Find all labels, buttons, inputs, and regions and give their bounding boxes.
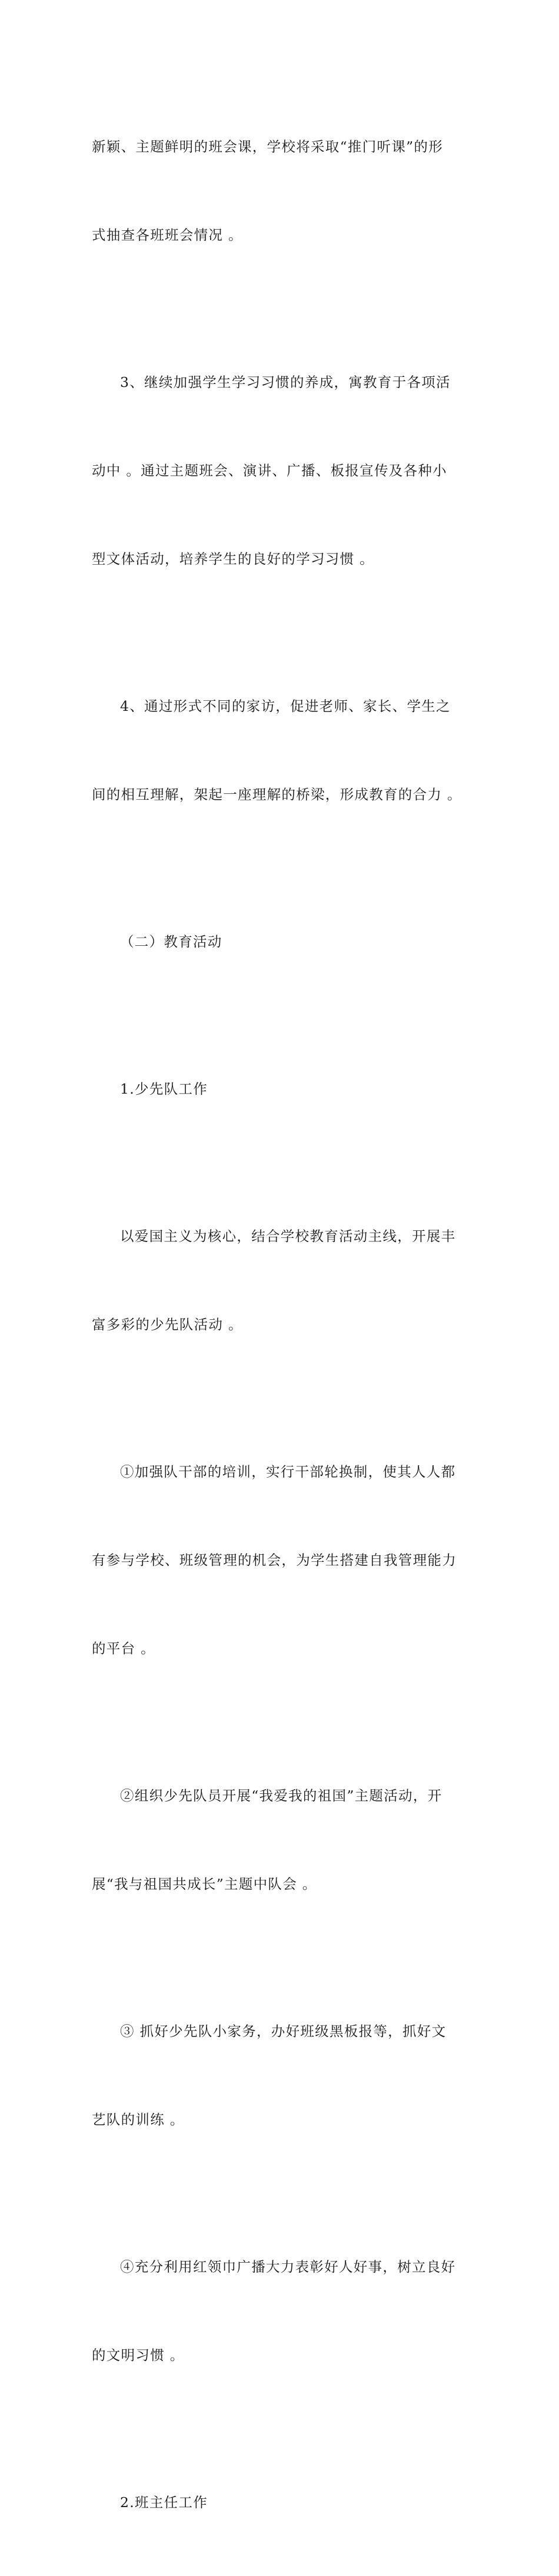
document-page	[92, 73, 470, 2576]
list-item-blackboard-newspaper	[92, 1958, 470, 2193]
subheading-head-teacher-work	[92, 2429, 470, 2576]
text-line: 的平台 。	[92, 1640, 155, 1657]
text-line: 型文体活动，培养学生的良好的学习习惯 。	[92, 551, 374, 567]
section-heading-education-activities	[92, 868, 470, 1015]
text-line: 展“我与祖国共成长”主题中队会 。	[92, 1876, 317, 1892]
text-line: ③ 抓好少先队小家务，办好班级黑板报等，抓好文	[120, 2023, 447, 2039]
list-item-red-scarf-broadcast	[92, 2193, 470, 2429]
text-line: ②组织少先队员开展“我爱我的祖国”主题活动，开	[120, 1787, 442, 1804]
text-line: 富多彩的少先队活动 。	[92, 1316, 243, 1333]
text-line: 间的相互理解，架起一座理解的桥梁，形成教育的合力 。	[92, 786, 462, 803]
text-line: 3、继续加强学生学习习惯的养成，寓教育于各项活	[120, 374, 451, 390]
paragraph-patriotism-core	[92, 1163, 470, 1398]
list-item-cadre-training	[92, 1398, 470, 1722]
text-line: 2.班主任工作	[120, 2494, 208, 2511]
text-line: （二）教育活动	[120, 933, 222, 950]
text-line: ④充分利用红领巾广播大力表彰好人好事，树立良好	[120, 2259, 456, 2275]
text-line: 以爱国主义为核心，结合学校教育活动主线，开展丰	[120, 1228, 456, 1244]
list-item-theme-activity	[92, 1722, 470, 1958]
text-line: 艺队的训练 。	[92, 2111, 185, 2128]
text-line: ①加强队干部的培训，实行干部轮换制，使其人人都	[120, 1464, 456, 1480]
text-line: 新颖、主题鲜明的班会课，学校将采取“推门听课”的形	[92, 138, 444, 155]
text-line: 动中 。通过主题班会、演讲、广播、板报宣传及各种小	[92, 462, 447, 479]
text-line: 有参与学校、班级管理的机会，为学生搭建自我管理能力	[92, 1552, 457, 1568]
text-line: 的文明习惯 。	[92, 2347, 185, 2363]
subheading-young-pioneers-work	[92, 1015, 470, 1163]
text-line: 式抽查各班班会情况 。	[92, 227, 243, 243]
text-line: 1.少先队工作	[120, 1081, 208, 1097]
paragraph-class-meeting-check	[92, 73, 470, 309]
paragraph-study-habits	[92, 309, 470, 633]
paragraph-home-visits	[92, 633, 470, 868]
text-line: 4、通过形式不同的家访，促进老师、家长、学生之	[120, 698, 451, 714]
